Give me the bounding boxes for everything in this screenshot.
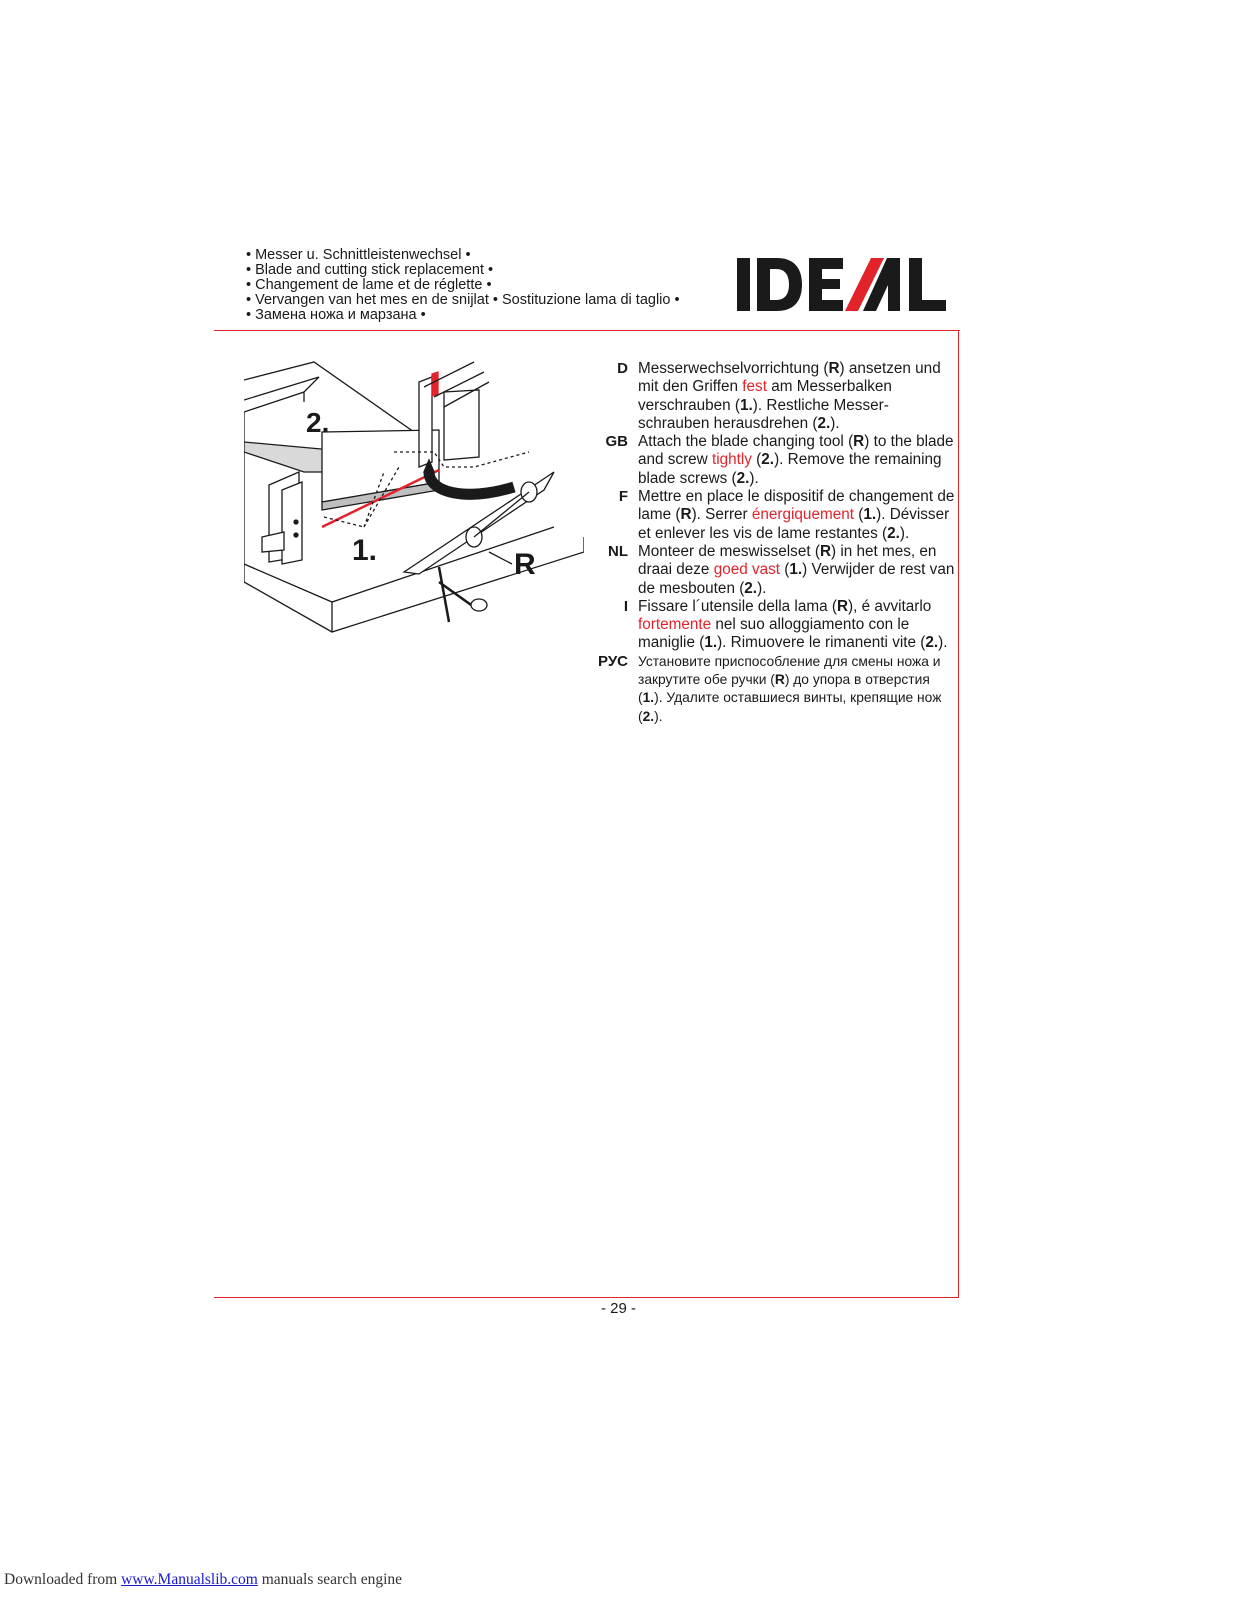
instruction-f xyxy=(596,488,958,543)
label-step-2: 2. xyxy=(306,407,330,438)
instruction-nl xyxy=(596,543,958,598)
page-number: - 29 - xyxy=(600,1300,636,1317)
lang-code: РУС xyxy=(598,652,628,670)
logo-text: IDEAL xyxy=(737,256,740,257)
lang-code: GB xyxy=(605,433,628,451)
header-line: • Messer u. Schnittleistenwechsel • xyxy=(246,247,471,263)
instruction-text: Messerwechselvorrichtung (R) ansetzen und mit den Griffen fest am Messerbalken verschrauben (1.). Restliche Messer-schrauben herausdrehen (2.). xyxy=(638,360,941,432)
top-rule xyxy=(214,330,960,331)
instruction-text: Mettre en place le dispositif de changement de lame (R). Serrer énergiquement (1.). Dévisser et enlever les vis de lame restantes (2.). xyxy=(638,488,955,542)
header-section-list xyxy=(246,248,680,323)
instructions xyxy=(596,360,958,726)
right-rule xyxy=(958,330,959,1298)
ideal-logo xyxy=(737,256,959,314)
footer-prefix: Downloaded from xyxy=(4,1571,122,1588)
instruction-gb xyxy=(596,433,958,488)
blade-change-illustration xyxy=(244,352,584,637)
instruction-text: Fissare l´utensile della lama (R), é avvitarlo fortemente nel suo alloggiamento con le maniglie (1.). Rimuovere le rimanenti vite (2.). xyxy=(638,597,948,652)
lang-code: NL xyxy=(608,542,628,560)
header-line: • Vervangen van het mes en de snijlat • Sostituzione lama di taglio • xyxy=(246,292,680,308)
footer xyxy=(4,1571,402,1589)
header-line: • Changement de lame et de réglette • xyxy=(246,277,492,293)
manualslib-link[interactable]: www.Manualslib.com xyxy=(121,1571,258,1588)
label-tool-r: R xyxy=(514,548,536,581)
instruction-de xyxy=(596,360,958,433)
label-step-1: 1. xyxy=(352,534,378,567)
instruction-text: Установите приспособление для смены ножа и закрутите обе ручки (R) до упора в отверстия (1.). Удалите оставшиеся винты, крепящие нож (2.). xyxy=(638,653,942,724)
lang-code: I xyxy=(623,597,628,615)
instruction-text: Attach the blade changing tool (R) to the blade and screw tightly (2.). Remove the remaining blade screws (2.). xyxy=(638,433,954,487)
header-line: • Blade and cutting stick replacement • xyxy=(246,262,494,278)
bottom-rule xyxy=(214,1297,959,1298)
header-line: • Замена ножа и марзана • xyxy=(246,307,426,323)
instruction-ru xyxy=(596,653,958,726)
instruction-i xyxy=(596,598,958,653)
lang-code: D xyxy=(617,360,628,377)
footer-suffix: manuals search engine xyxy=(257,1571,403,1588)
lang-code: F xyxy=(618,488,628,506)
instruction-text: Monteer de meswisselset (R) in het mes, en draai deze goed vast (1.) Verwijder de rest van de mesbouten (2.). xyxy=(638,542,955,597)
